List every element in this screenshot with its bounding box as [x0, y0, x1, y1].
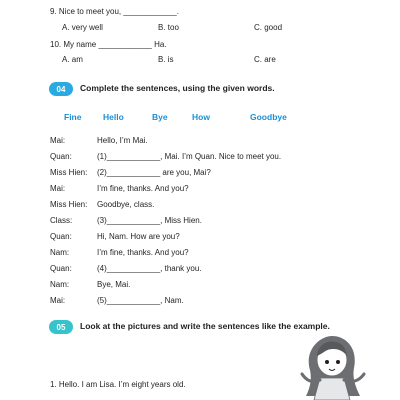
dialogue-speaker: Mai:: [50, 184, 66, 193]
dialogue-line-blank-2: (2)____________ are you, Mai?: [97, 168, 211, 177]
dialogue-speaker: Quan:: [50, 232, 72, 241]
question-9-stem: 9. Nice to meet you, ____________.: [50, 7, 179, 16]
dialogue-line-blank-3: (3)____________, Miss Hien.: [97, 216, 202, 225]
q10-option-b: B. is: [158, 55, 174, 64]
section-04-title: Complete the sentences, using the given words.: [80, 83, 275, 93]
dialogue-line-blank-5: (5)____________, Nam.: [97, 296, 184, 305]
dialogue-speaker: Quan:: [50, 152, 72, 161]
dialogue-line: I’m fine, thanks. And you?: [97, 248, 189, 257]
word-goodbye: Goodbye: [250, 112, 287, 122]
dialogue-line: I’m fine, thanks. And you?: [97, 184, 189, 193]
dialogue-line: Hello, I’m Mai.: [97, 136, 148, 145]
section-04-badge: 04: [49, 82, 73, 96]
dialogue-speaker: Class:: [50, 216, 73, 225]
dialogue-speaker: Mai:: [50, 296, 66, 305]
q9-option-a: A. very well: [62, 23, 103, 32]
dialogue-line: Hi, Nam. How are you?: [97, 232, 180, 241]
dialogue-line: Bye, Mai.: [97, 280, 131, 289]
section-05-badge: 05: [49, 320, 73, 334]
word-bye: Bye: [152, 112, 168, 122]
question-10-stem: 10. My name ____________ Ha.: [50, 40, 167, 49]
dialogue-line-blank-4: (4)____________, thank you.: [97, 264, 202, 273]
word-how: How: [192, 112, 210, 122]
word-hello: Hello: [103, 112, 124, 122]
dialogue-speaker: Nam:: [50, 280, 70, 289]
dialogue-speaker: Mai:: [50, 136, 66, 145]
q10-option-c: C. are: [254, 55, 276, 64]
dialogue-speaker: Nam:: [50, 248, 70, 257]
q9-option-b: B. too: [158, 23, 179, 32]
section-05-item-1: 1. Hello. I am Lisa. I’m eight years old.: [50, 380, 186, 389]
dialogue-speaker: Miss Hien:: [50, 200, 88, 209]
dialogue-line-blank-1: (1)____________, Mai. I’m Quan. Nice to meet you.: [97, 152, 282, 161]
section-05-title: Look at the pictures and write the sentences like the example.: [80, 321, 330, 331]
dialogue-speaker: Quan:: [50, 264, 72, 273]
q9-option-c: C. good: [254, 23, 283, 32]
word-fine: Fine: [64, 112, 82, 122]
dialogue-speaker: Miss Hien:: [50, 168, 88, 177]
q10-option-a: A. am: [62, 55, 83, 64]
dialogue-line: Goodbye, class.: [97, 200, 155, 209]
girl-illustration: [290, 330, 372, 400]
